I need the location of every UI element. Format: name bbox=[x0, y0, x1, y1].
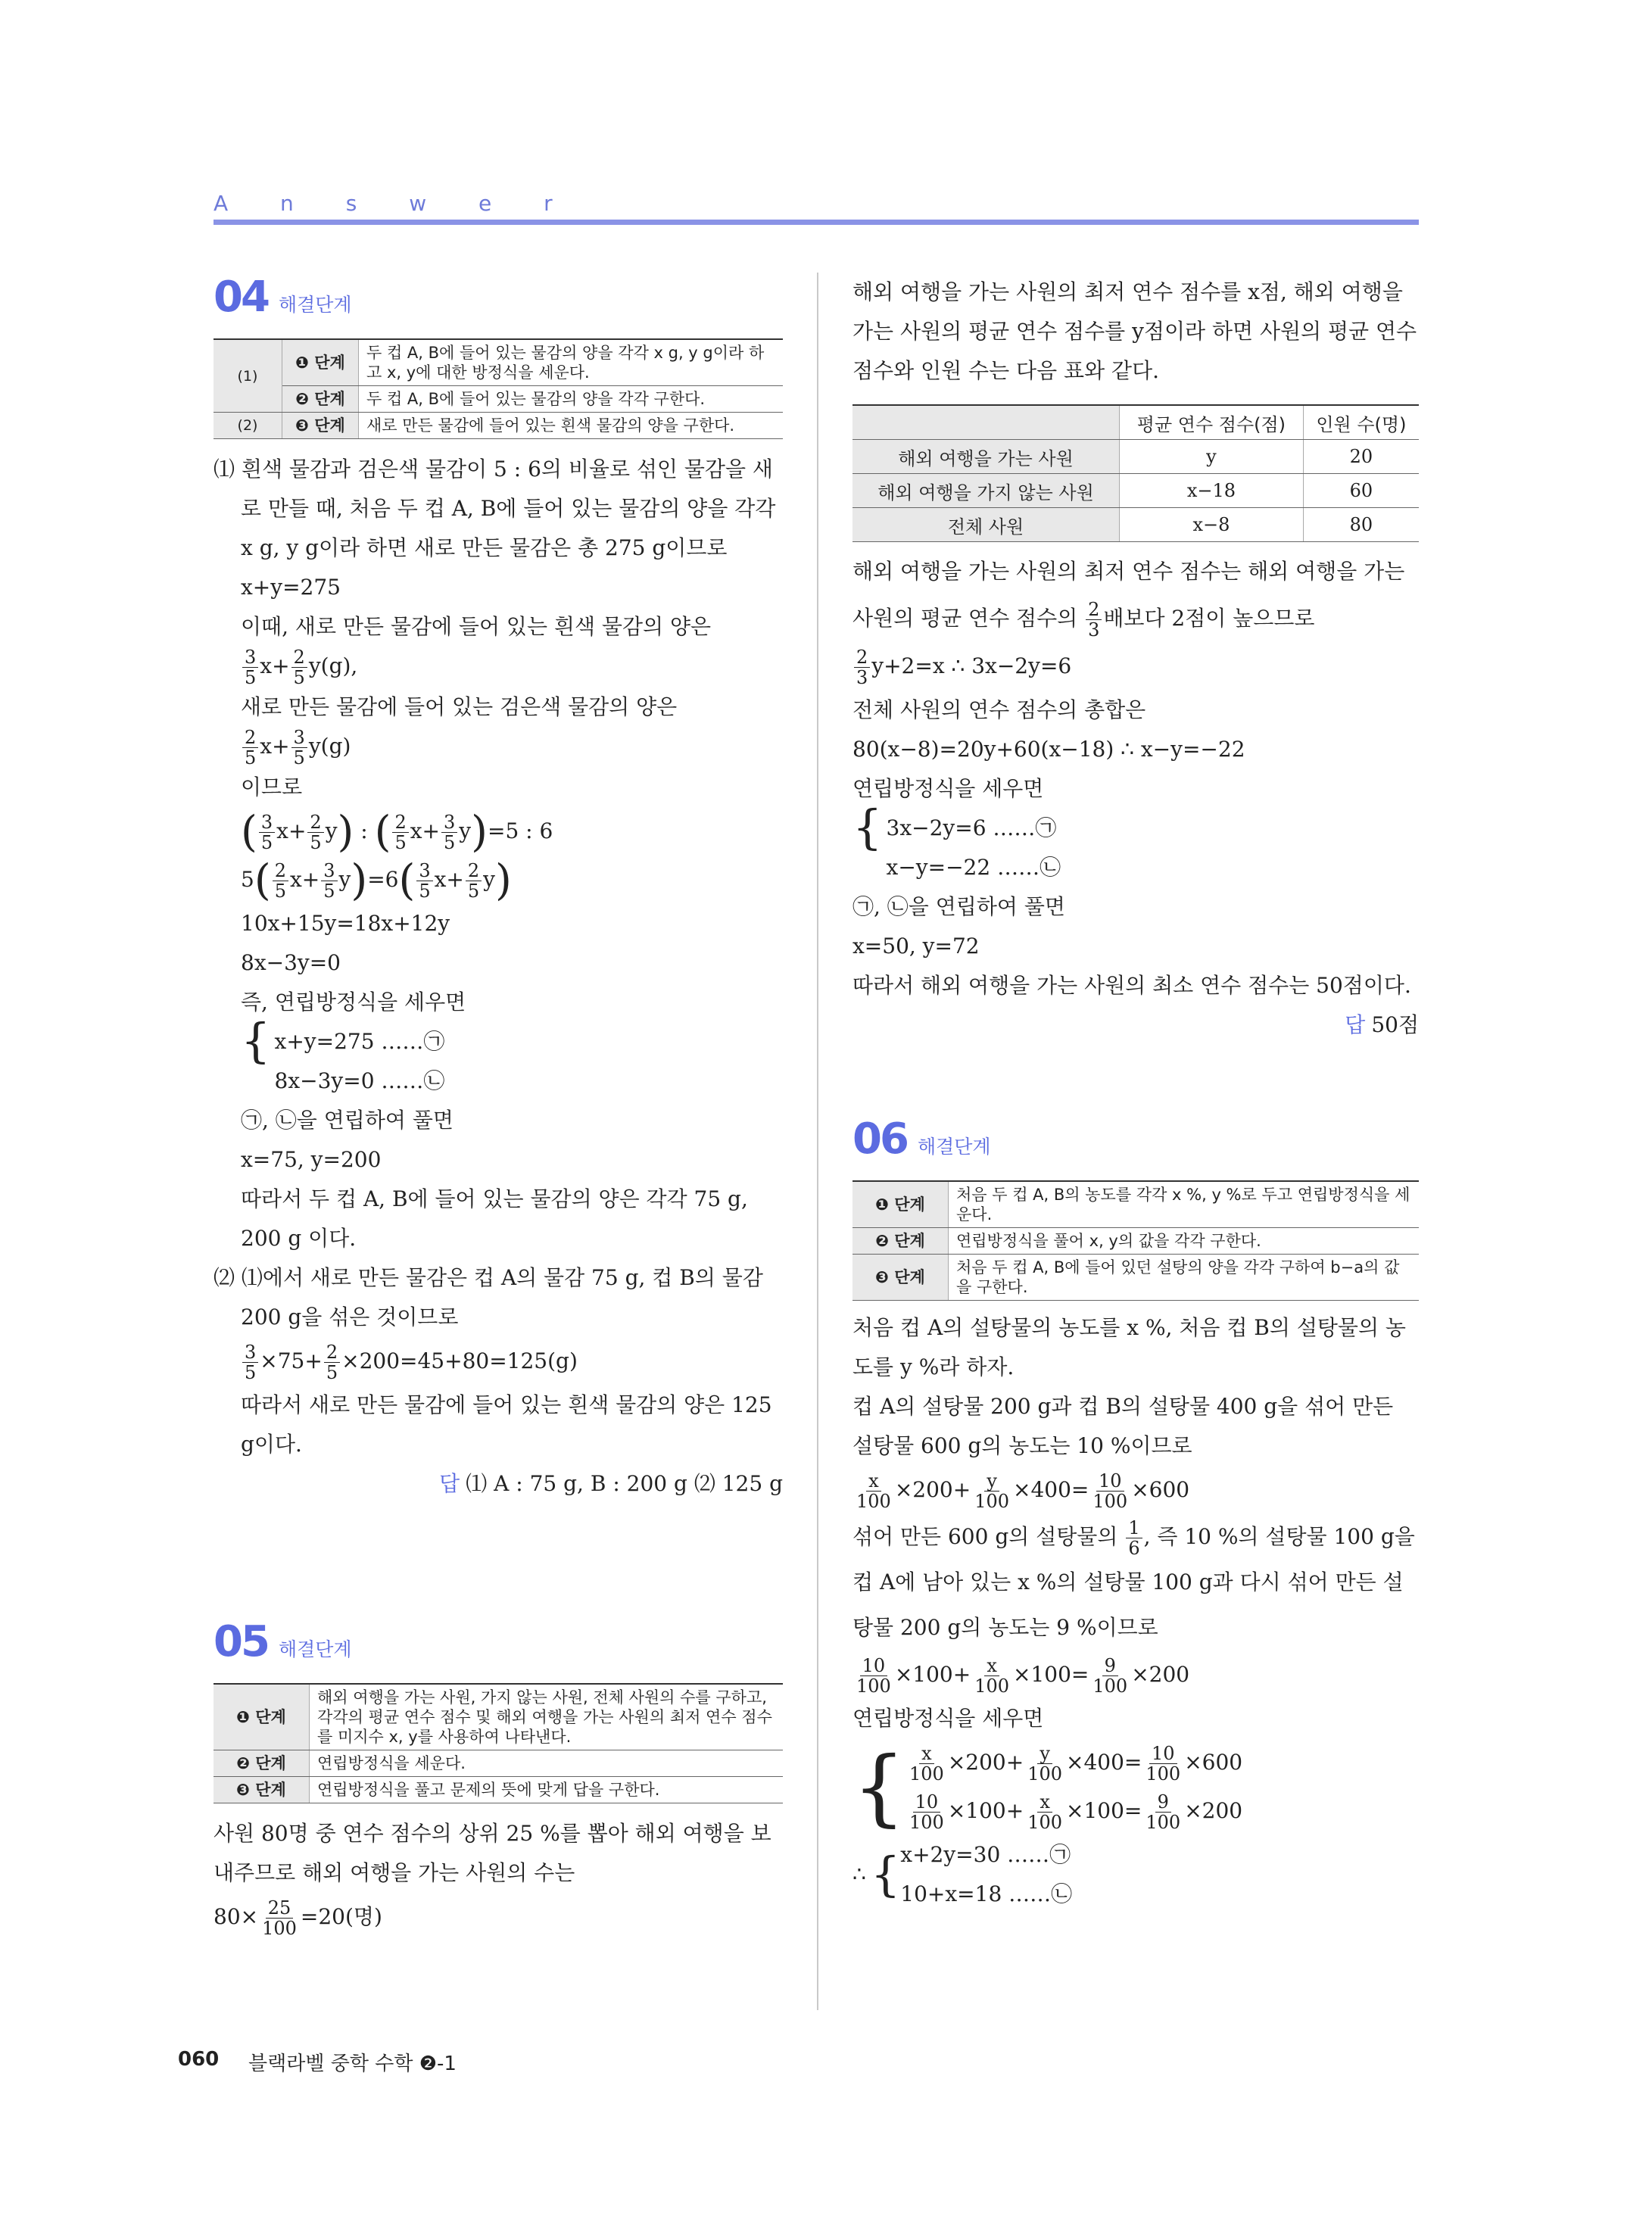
equation: $\frac{2}{5}$ x+ $\frac{3}{5}$ y(g) bbox=[241, 727, 783, 768]
step-text: 처음 두 컵 A, B에 들어 있던 설탕의 양을 각각 구하여 b−a의 값을 구한다. bbox=[949, 1255, 1420, 1301]
q04-text: 이때, 새로 만든 물감에 들어 있는 흰색 물감의 양은 bbox=[241, 614, 712, 639]
table-row bbox=[852, 1181, 1419, 1228]
step-label: ❶ 단계 bbox=[852, 1181, 949, 1228]
table-row bbox=[214, 1777, 783, 1803]
step-text: 두 컵 A, B에 들어 있는 물감의 양을 각각 구한다. bbox=[359, 386, 784, 413]
table-row bbox=[214, 1684, 783, 1750]
equation: x+y=275 bbox=[241, 575, 341, 600]
equation: 10x+15y=18x+12y bbox=[241, 911, 450, 936]
q04-text: ⑵ ⑴에서 새로 만든 물감은 컵 A의 물감 75 g, 컵 B의 물감 200 g을 섞은 것이므로 bbox=[214, 1265, 763, 1329]
fraction: $\frac{3}{5}$ bbox=[242, 647, 258, 687]
equation: x=75, y=200 bbox=[241, 1147, 382, 1172]
table-row bbox=[852, 405, 1419, 440]
equation-system: { x+y=275 ……㉠ 8x−3y=0 ……㉡ bbox=[241, 1013, 445, 1093]
q06-text: 연립방정식을 세우면 bbox=[852, 1706, 1044, 1731]
q04-answer: 답 ⑴ A : 75 g, B : 200 g ⑵ 125 g bbox=[439, 1471, 783, 1496]
q05-number: 05 bbox=[214, 1617, 268, 1666]
table-row bbox=[214, 386, 783, 413]
column-divider bbox=[817, 273, 818, 2010]
q04-text: 새로 만든 물감에 들어 있는 검은색 물감의 양은 bbox=[241, 694, 678, 719]
step-label: ❸ 단계 bbox=[282, 413, 359, 439]
q05-text: 따라서 해외 여행을 가는 사원의 최소 연수 점수는 50점이다. bbox=[852, 973, 1411, 998]
equation: $\frac{3}{5}$ x+ $\frac{2}{5}$ y(g), bbox=[241, 647, 783, 687]
q05-text: 사원 80명 중 연수 점수의 상위 25 %를 뽑아 해외 여행을 보내주므로 해외 여행을 가는 사원의 수는 bbox=[214, 1821, 771, 1885]
table-row: 해외 여행을 가는 사원 y 20 bbox=[852, 440, 1419, 474]
header-rule bbox=[214, 220, 1419, 225]
equation: 8x−3y=0 bbox=[241, 950, 341, 975]
table-row bbox=[214, 413, 783, 439]
part-label: (1) bbox=[214, 339, 282, 413]
part-label: (2) bbox=[214, 413, 282, 439]
answer-label: A n s w e r bbox=[214, 191, 575, 216]
q05-text: 전체 사원의 연수 점수의 총합은 bbox=[852, 697, 1146, 722]
q04-title: 해결단계 bbox=[278, 294, 352, 316]
equation: 80(x−8)=20y+60(x−18) ∴ x−y=−22 bbox=[852, 737, 1245, 762]
table-row bbox=[852, 1228, 1419, 1255]
equation: 80× $\frac{25}{100}$ =20(명) bbox=[214, 1897, 382, 1939]
book-title: 블랙라벨 중학 수학 ❷-1 bbox=[248, 2053, 457, 2075]
step-label: ❸ 단계 bbox=[214, 1777, 310, 1803]
equation-system: { 3x−2y=6 ……㉠ x−y=−22 ……㉡ bbox=[852, 800, 1061, 880]
q05-steps-table bbox=[214, 1683, 783, 1803]
right-column bbox=[852, 273, 1419, 1914]
column-header: 평균 연수 점수(점) bbox=[1120, 405, 1304, 440]
table-row bbox=[214, 339, 783, 386]
q05-text: 연립방정식을 세우면 bbox=[852, 776, 1044, 801]
equation-system: ∴ { x+2y=30 ……㉠ 10+x=18 ……㉡ bbox=[852, 1842, 1073, 1906]
step-label: ❶ 단계 bbox=[214, 1684, 310, 1750]
step-text: 새로 만든 물감에 들어 있는 흰색 물감의 양을 구한다. bbox=[359, 413, 784, 439]
fraction: $\frac{2}{5}$ bbox=[291, 647, 307, 687]
q06-steps-table bbox=[852, 1180, 1419, 1301]
q05-heading bbox=[214, 1617, 783, 1666]
q04-text: ⑴ 흰색 물감과 검은색 물감이 5 : 6의 비율로 섞인 물감을 새로 만들 때, 처음 두 컵 A, B에 들어 있는 물감의 양을 각각 x g, y g이라 하면 새로 만든 물감은 총 275 g이므로 bbox=[214, 457, 776, 560]
q04-number: 04 bbox=[214, 273, 268, 322]
q04-text: 즉, 연립방정식을 세우면 bbox=[241, 990, 466, 1015]
step-label: ❶ 단계 bbox=[282, 339, 359, 386]
q05-text: 해외 여행을 가는 사원의 최저 연수 점수는 해외 여행을 가는 사원의 평균 연수 점수의 $\frac{2}{3}$ 배보다 2점이 높으므로 bbox=[852, 559, 1405, 641]
q06-number: 06 bbox=[852, 1114, 907, 1164]
equation-system: { $\frac{x}{100}$ ×200+ $\frac{y}{100}$ ×400= $\frac{10}{100}$ ×600 $\frac{10}{100}$ ×100+ $\frac{x}{100}$ ×100= $\frac{9}{100}$ ×200 bbox=[852, 1738, 1243, 1835]
step-label: ❷ 단계 bbox=[214, 1750, 310, 1777]
q05-text: ㉠, ㉡을 연립하여 풀면 bbox=[852, 894, 1065, 919]
equation: $\frac{2}{3}$ y+2=x ∴ 3x−2y=6 bbox=[852, 642, 1419, 690]
q04-text: 따라서 두 컵 A, B에 들어 있는 물감의 양은 각각 75 g, 200 g 이다. bbox=[241, 1186, 748, 1251]
q05-answer: 답 50점 bbox=[1345, 1012, 1419, 1037]
q05-title: 해결단계 bbox=[278, 1638, 352, 1660]
q06-heading bbox=[852, 1114, 1419, 1164]
equation: 5( $\frac{2}{5}$ x+ $\frac{3}{5}$ y)=6( $\frac{3}{5}$ x+ $\frac{2}{5}$ y) bbox=[241, 856, 512, 906]
table-row: 해외 여행을 가지 않는 사원 x−18 60 bbox=[852, 474, 1419, 508]
q04-heading bbox=[214, 273, 783, 322]
q06-text: 처음 컵 A의 설탕물의 농도를 x %, 처음 컵 B의 설탕물의 농도를 y %라 하자. bbox=[852, 1315, 1406, 1379]
table-row bbox=[852, 1255, 1419, 1301]
q05-text: 해외 여행을 가는 사원의 최저 연수 점수를 x점, 해외 여행을 가는 사원의 평균 연수 점수를 y점이라 하면 사원의 평균 연수 점수와 인원 수는 다음 표와 같다. bbox=[852, 279, 1417, 383]
q04-text: ㉠, ㉡을 연립하여 풀면 bbox=[241, 1108, 454, 1133]
step-text: 처음 두 컵 A, B의 농도를 각각 x %, y %로 두고 연립방정식을 세운다. bbox=[949, 1181, 1420, 1228]
step-text: 연립방정식을 풀고 문제의 뜻에 맞게 답을 구한다. bbox=[310, 1777, 784, 1803]
equation: $\frac{3}{5}$ ×75+ $\frac{2}{5}$ ×200=45+80=125(g) bbox=[241, 1337, 783, 1386]
left-column bbox=[214, 273, 783, 1941]
step-label: ❷ 단계 bbox=[282, 386, 359, 413]
q04-steps-table bbox=[214, 338, 783, 439]
q06-text: 섞어 만든 600 g의 설탕물의 $\frac{1}{6}$ , 즉 10 %의 설탕물 100 g을 컵 A에 남아 있는 x %의 설탕물 100 g과 다시 섞어 만든 설탕물 200 g의 농도는 9 %이므로 bbox=[852, 1517, 1415, 1640]
step-text: 연립방정식을 세운다. bbox=[310, 1750, 784, 1777]
score-table bbox=[852, 404, 1419, 542]
equation: $\frac{10}{100}$ ×100+ $\frac{x}{100}$ ×100= $\frac{9}{100}$ ×200 bbox=[856, 1655, 1190, 1697]
column-header: 인원 수(명) bbox=[1303, 405, 1419, 440]
table-row: 전체 사원 x−8 80 bbox=[852, 508, 1419, 542]
q06-text: 컵 A의 설탕물 200 g과 컵 B의 설탕물 400 g을 섞어 만든 설탕물 600 g의 농도는 10 %이므로 bbox=[852, 1394, 1394, 1458]
equation: x=50, y=72 bbox=[852, 934, 980, 959]
step-text: 두 컵 A, B에 들어 있는 물감의 양을 각각 x g, y g이라 하고 x, y에 대한 방정식을 세운다. bbox=[359, 339, 784, 386]
step-text: 해외 여행을 가는 사원, 가지 않는 사원, 전체 사원의 수를 구하고, 각각의 평균 연수 점수 및 해외 여행을 가는 사원의 최저 연수 점수를 미지수 x, y를 사용하여 나타낸다. bbox=[310, 1684, 784, 1750]
q04-text: 따라서 새로 만든 물감에 들어 있는 흰색 물감의 양은 125 g이다. bbox=[241, 1392, 772, 1457]
table-row bbox=[214, 1750, 783, 1777]
equation: $\frac{x}{100}$ ×200+ $\frac{y}{100}$ ×400= $\frac{10}{100}$ ×600 bbox=[856, 1470, 1190, 1512]
step-text: 연립방정식을 풀어 x, y의 값을 각각 구한다. bbox=[949, 1228, 1420, 1255]
q06-title: 해결단계 bbox=[917, 1136, 991, 1158]
step-label: ❷ 단계 bbox=[852, 1228, 949, 1255]
fraction: $\frac{3}{5}$ bbox=[291, 728, 307, 768]
equation: ( $\frac{3}{5}$ x+ $\frac{2}{5}$ y) : ( $\frac{2}{5}$ x+ $\frac{3}{5}$ y)=5 : 6 bbox=[241, 807, 553, 857]
fraction: $\frac{2}{5}$ bbox=[242, 728, 258, 768]
q04-text: 이므로 bbox=[241, 775, 303, 800]
page-number: 060 bbox=[178, 2048, 220, 2071]
step-label: ❸ 단계 bbox=[852, 1255, 949, 1301]
